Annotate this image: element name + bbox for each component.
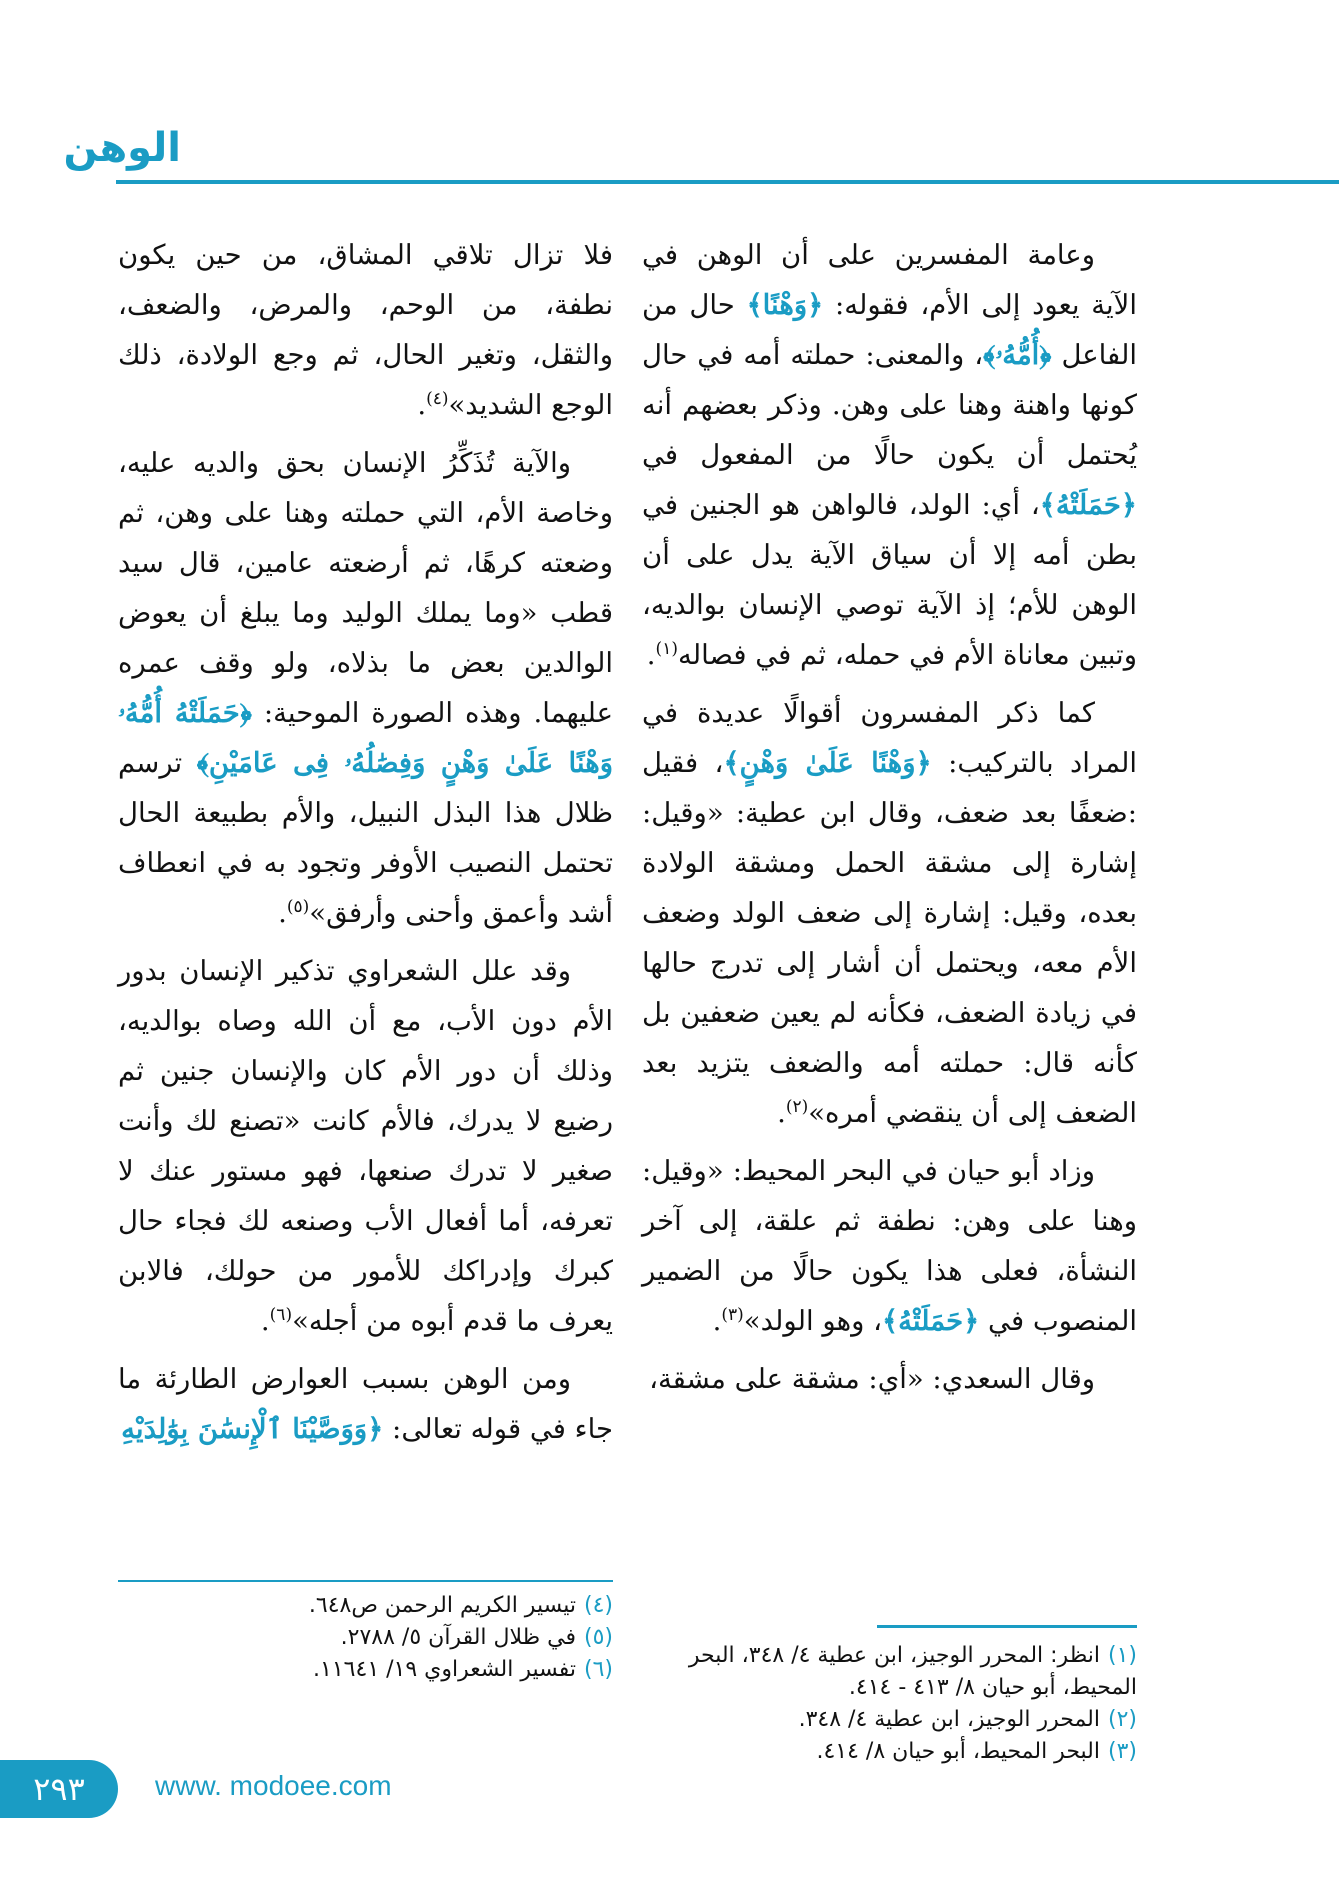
quran-quote: ﴿وَهْنًا﴾ — [746, 289, 824, 321]
footnote-ref: (٢) — [785, 1096, 809, 1117]
quran-quote: ﴿حَمَلَتْهُ أُمُّهُۥ وَهْنًا عَلَىٰ وَهْنٍ وَفِصَٰلُهُۥ فِى عَامَيْنِ﴾ — [118, 697, 613, 779]
website-link[interactable]: www. modoee.com — [155, 1770, 392, 1801]
footnote-ref: (١) — [655, 638, 678, 659]
footnote-number: (٦) — [583, 1657, 613, 1682]
page-number: ٢٩٣ — [0, 1760, 118, 1818]
chapter-title: الوهن — [63, 125, 181, 171]
left-column — [118, 230, 613, 1462]
paragraph-text: ، وهو الولد» — [743, 1305, 882, 1337]
right-column — [642, 230, 1137, 1412]
paragraph-text: فلا تزال تلاقي المشاق، من حين يكون نطفة، من الوحم، والمرض، والضعف، والثقل، وتغير الحال، ثم وجع الولادة، ذلك الوجع الشديد» — [118, 239, 613, 421]
footnote-number: (١) — [1107, 1643, 1137, 1668]
quran-quote: ﴿وَهْنًا عَلَىٰ وَهْنٍ﴾ — [723, 747, 932, 779]
footnote-text: البحر المحيط، أبو حيان ٨/ ٤١٤. — [816, 1739, 1100, 1764]
quran-quote: ﴿أُمُّهُۥ﴾ — [983, 339, 1052, 371]
paragraph-text: ترسم ظلال هذا البذل النبيل، والأم بطبيعة الحال تحتمل النصيب الأوفر وتجود به في انعطاف أشد وأعمق وأحنى وأرفق» — [118, 747, 613, 929]
paragraph-text: وقد علل الشعراوي تذكير الإنسان بدور الأم دون الأب، مع أن الله وصاه بوالديه، وذلك أن دور الأم كان والإنسان جنين ثم رضيع لا يدرك، فالأم كانت «تصنع لك وأنت صغير لا تدرك صنعها، فهو مستور عنك لا تعرفه، أما أفعال الأب وصنعه لك فجاء حال كبرك وإدراكك للأمور من حولك، فالابن يعرف ما قدم أبوه من أجله» — [118, 955, 613, 1337]
quran-quote: ﴿وَوَصَّيْنَا ٱلْإِنسَٰنَ بِوَٰلِدَيْهِ — [121, 1413, 384, 1445]
paragraph-text: ، فقيل :ضعفًا بعد ضعف، وقال ابن عطية: «وقيل: إشارة إلى مشقة الحمل ومشقة الولادة بعده، وقيل: إشارة إلى ضعف الولد وضعف الأم معه، ويحتمل أن أشار إلى تدرج حالها في زيادة الضعف، فكأنه لم يعين ضعفين بل كأنه قال: حملته أمه والضعف يتزيد بعد الضعف إلى أن ينقضي أمره» — [642, 747, 1137, 1129]
paragraph-text: . — [712, 1305, 722, 1337]
paragraph — [118, 230, 613, 430]
footnote-number: (٢) — [1107, 1707, 1137, 1732]
paragraph-text: . — [278, 897, 287, 929]
paragraph-text: كما ذكر المفسرون أقوالًا عديدة في المراد بالتركيب: — [642, 697, 1137, 779]
paragraph-text: والآية تُذَكِّرُ الإنسان بحق والديه عليه، وخاصة الأم، التي حملته وهنا على وهن، ثم وضعته كرهًا، ثم أرضعته عامين، قال سيد قطب «وما يملك الوليد وما يبلغ أن يعوض الوالدين بعض ما بذلاه، ولو وقف عمره عليهما. وهذه الصورة الموحية: — [118, 447, 613, 729]
footnote-text: في ظلال القرآن ٥/ ٢٧٨٨. — [340, 1625, 576, 1650]
paragraph-text: ، أي: الولد، فالواهن هو الجنين في بطن أمه إلا أن سياق الآية يدل على أن الوهن للأم؛ إذ الآية توصي الإنسان بوالديه، وتبين معاناة الأم في حمله، ثم في فصاله — [642, 489, 1137, 671]
footnote-rule — [118, 1580, 613, 1582]
paragraph-text: . — [260, 1305, 270, 1337]
footnote — [118, 1590, 613, 1622]
paragraph-text: حال من الفاعل — [642, 289, 1137, 371]
paragraph — [642, 230, 1137, 680]
footnote-ref: (٣) — [721, 1304, 744, 1325]
footnote-text: انظر: المحرر الوجيز، ابن عطية ٤/ ٣٤٨، البحر المحيط، أبو حيان ٨/ ٤١٣ - ٤١٤. — [688, 1643, 1137, 1700]
left-footnotes — [118, 1590, 613, 1686]
footnote-rule — [877, 1625, 1137, 1628]
paragraph-text: . — [417, 389, 427, 421]
paragraph-text: وقال السعدي: «أي: مشقة على مشقة، — [649, 1363, 1095, 1395]
quran-quote: ﴿حَمَلَتْهُ﴾ — [882, 1305, 980, 1337]
paragraph — [118, 438, 613, 938]
paragraph-text: ومن الوهن بسبب العوارض الطارئة ما جاء في قوله تعالى: — [118, 1363, 613, 1445]
footnote-number: (٣) — [1107, 1739, 1137, 1764]
footnote-number: (٥) — [583, 1625, 613, 1650]
footnote-ref: (٦) — [269, 1304, 293, 1325]
quran-quote: ﴿حَمَلَتْهُ﴾ — [1039, 489, 1137, 521]
footnote-ref: (٥) — [286, 896, 310, 917]
paragraph-text: . — [777, 1097, 786, 1129]
paragraph-text: . — [646, 639, 656, 671]
footnote-ref: (٤) — [426, 388, 449, 409]
right-footnotes — [642, 1640, 1137, 1768]
footnote — [642, 1640, 1137, 1704]
footnote-text: تيسير الكريم الرحمن ص٦٤٨. — [308, 1593, 576, 1618]
footnote-number: (٤) — [583, 1593, 613, 1618]
paragraph — [642, 1354, 1137, 1404]
paragraph-text: ، والمعنى: حملته أمه في حال كونها واهنة وهنا على وهن. وذكر بعضهم أنه يُحتمل أن يكون حالًا من المفعول في — [642, 339, 1137, 471]
footnote-text: المحرر الوجيز، ابن عطية ٤/ ٣٤٨. — [798, 1707, 1100, 1732]
footnote — [118, 1622, 613, 1654]
paragraph-text: وزاد أبو حيان في البحر المحيط: «وقيل: وهنا على وهن: نطفة ثم علقة، إلى آخر النشأة، فعلى هذا يكون حالًا من الضمير المنصوب في — [642, 1155, 1137, 1337]
paragraph — [118, 946, 613, 1346]
footnote — [642, 1704, 1137, 1736]
header-rule — [116, 180, 1339, 184]
paragraph — [642, 688, 1137, 1138]
footnote-text: تفسير الشعراوي ١٩/ ١١٦٤١. — [313, 1657, 576, 1682]
paragraph-text: وعامة المفسرين على أن الوهن في الآية يعود إلى الأم، فقوله: — [642, 239, 1137, 321]
paragraph — [642, 1146, 1137, 1346]
footnote — [118, 1654, 613, 1686]
footnote — [642, 1736, 1137, 1768]
paragraph — [118, 1354, 613, 1454]
